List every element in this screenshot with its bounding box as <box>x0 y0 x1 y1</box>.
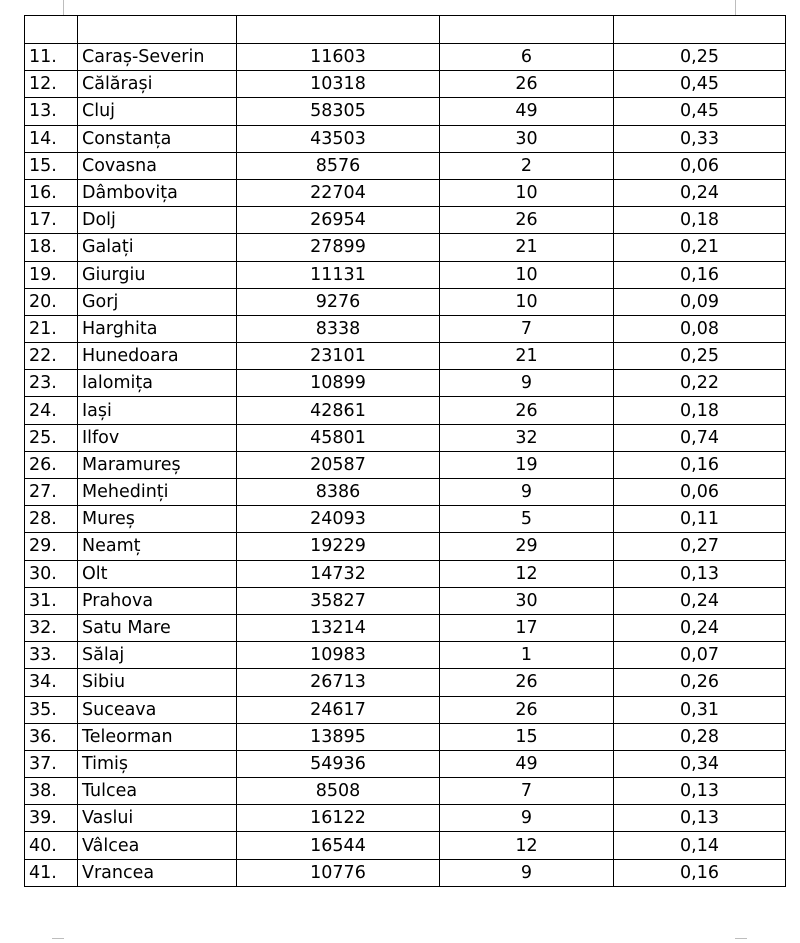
cell-value: 10776 <box>237 859 440 886</box>
cell-row-number: 11. <box>25 44 78 71</box>
cell-row-number: 15. <box>25 152 78 179</box>
cell-count: 30 <box>440 587 614 614</box>
cell-count: 7 <box>440 778 614 805</box>
cell-ratio: 0,33 <box>614 125 786 152</box>
cell-count: 10 <box>440 288 614 315</box>
cell-row-number: 41. <box>25 859 78 886</box>
cell-county-name: Suceava <box>78 696 237 723</box>
cell-value: 45801 <box>237 424 440 451</box>
table-row <box>25 750 786 777</box>
cell-row-number: 31. <box>25 587 78 614</box>
table-row <box>25 71 786 98</box>
cell-ratio: 0,45 <box>614 98 786 125</box>
cell-ratio: 0,16 <box>614 261 786 288</box>
cell-value: 42861 <box>237 397 440 424</box>
cell-count: 32 <box>440 424 614 451</box>
cell-county-name: Cluj <box>78 98 237 125</box>
cell-count: 30 <box>440 125 614 152</box>
cell-ratio: 0,09 <box>614 288 786 315</box>
table-row <box>25 261 786 288</box>
cell-value: 10899 <box>237 370 440 397</box>
cell-row-number: 13. <box>25 98 78 125</box>
table-row <box>25 397 786 424</box>
cell-county-name: Satu Mare <box>78 614 237 641</box>
cell-ratio: 0,25 <box>614 343 786 370</box>
table-row <box>25 179 786 206</box>
cell-count: 26 <box>440 207 614 234</box>
cell-ratio: 0,07 <box>614 642 786 669</box>
table-row <box>25 723 786 750</box>
table-row <box>25 560 786 587</box>
cell-ratio: 0,24 <box>614 179 786 206</box>
cell-county-name: Dâmbovița <box>78 179 237 206</box>
cell-row-number: 35. <box>25 696 78 723</box>
cell-county-name: Giurgiu <box>78 261 237 288</box>
cell-county-name: Caraș-Severin <box>78 44 237 71</box>
cell-row-number: 38. <box>25 778 78 805</box>
cell-ratio: 0,18 <box>614 397 786 424</box>
cell-count: 49 <box>440 750 614 777</box>
cell-ratio: 0,45 <box>614 71 786 98</box>
header-cell-count <box>440 16 614 44</box>
cell-row-number: 29. <box>25 533 78 560</box>
cell-ratio: 0,13 <box>614 560 786 587</box>
cell-value: 14732 <box>237 560 440 587</box>
table-header-row <box>25 16 786 44</box>
table-row <box>25 805 786 832</box>
table-body <box>25 16 786 887</box>
cell-county-name: Maramureș <box>78 451 237 478</box>
table-row <box>25 506 786 533</box>
cell-row-number: 27. <box>25 479 78 506</box>
cell-row-number: 30. <box>25 560 78 587</box>
header-cell-number <box>25 16 78 44</box>
cell-row-number: 12. <box>25 71 78 98</box>
cell-value: 23101 <box>237 343 440 370</box>
page-corner-mark-bottom-left <box>52 938 64 939</box>
table-row <box>25 479 786 506</box>
cell-value: 54936 <box>237 750 440 777</box>
cell-county-name: Covasna <box>78 152 237 179</box>
cell-value: 8576 <box>237 152 440 179</box>
cell-row-number: 26. <box>25 451 78 478</box>
cell-ratio: 0,16 <box>614 859 786 886</box>
cell-count: 9 <box>440 479 614 506</box>
cell-value: 58305 <box>237 98 440 125</box>
table-row <box>25 778 786 805</box>
cell-ratio: 0,28 <box>614 723 786 750</box>
table-row <box>25 44 786 71</box>
table-row <box>25 832 786 859</box>
cell-county-name: Constanța <box>78 125 237 152</box>
cell-count: 26 <box>440 397 614 424</box>
cell-row-number: 32. <box>25 614 78 641</box>
cell-count: 9 <box>440 370 614 397</box>
cell-count: 10 <box>440 261 614 288</box>
cell-county-name: Tulcea <box>78 778 237 805</box>
cell-count: 49 <box>440 98 614 125</box>
table-row <box>25 315 786 342</box>
table-row <box>25 451 786 478</box>
cell-count: 15 <box>440 723 614 750</box>
cell-ratio: 0,24 <box>614 614 786 641</box>
county-data-table <box>24 15 786 887</box>
cell-ratio: 0,18 <box>614 207 786 234</box>
cell-ratio: 0,26 <box>614 669 786 696</box>
cell-county-name: Harghita <box>78 315 237 342</box>
cell-county-name: Călărași <box>78 71 237 98</box>
cell-count: 5 <box>440 506 614 533</box>
cell-row-number: 20. <box>25 288 78 315</box>
cell-county-name: Prahova <box>78 587 237 614</box>
cell-row-number: 33. <box>25 642 78 669</box>
table-row <box>25 98 786 125</box>
cell-count: 9 <box>440 859 614 886</box>
cell-value: 26954 <box>237 207 440 234</box>
table-row <box>25 533 786 560</box>
table-row <box>25 669 786 696</box>
table-row <box>25 370 786 397</box>
table-row <box>25 587 786 614</box>
table-row <box>25 234 786 261</box>
cell-value: 20587 <box>237 451 440 478</box>
cell-county-name: Sibiu <box>78 669 237 696</box>
cell-ratio: 0,34 <box>614 750 786 777</box>
cell-count: 26 <box>440 669 614 696</box>
cell-county-name: Vaslui <box>78 805 237 832</box>
cell-ratio: 0,31 <box>614 696 786 723</box>
cell-county-name: Dolj <box>78 207 237 234</box>
header-cell-ratio <box>614 16 786 44</box>
cell-county-name: Iași <box>78 397 237 424</box>
cell-count: 17 <box>440 614 614 641</box>
table-row <box>25 859 786 886</box>
cell-ratio: 0,13 <box>614 778 786 805</box>
cell-county-name: Vrancea <box>78 859 237 886</box>
cell-value: 16544 <box>237 832 440 859</box>
cell-value: 24617 <box>237 696 440 723</box>
cell-count: 26 <box>440 71 614 98</box>
cell-ratio: 0,06 <box>614 479 786 506</box>
page-corner-mark-bottom-right <box>735 938 747 939</box>
table-row <box>25 207 786 234</box>
cell-value: 43503 <box>237 125 440 152</box>
cell-value: 8386 <box>237 479 440 506</box>
cell-ratio: 0,08 <box>614 315 786 342</box>
table-row <box>25 696 786 723</box>
cell-count: 26 <box>440 696 614 723</box>
cell-county-name: Neamț <box>78 533 237 560</box>
cell-county-name: Sălaj <box>78 642 237 669</box>
cell-ratio: 0,25 <box>614 44 786 71</box>
page-corner-mark-top-left <box>63 0 64 15</box>
cell-county-name: Gorj <box>78 288 237 315</box>
header-cell-value <box>237 16 440 44</box>
cell-row-number: 39. <box>25 805 78 832</box>
table-row <box>25 614 786 641</box>
cell-row-number: 18. <box>25 234 78 261</box>
cell-row-number: 40. <box>25 832 78 859</box>
cell-value: 13214 <box>237 614 440 641</box>
cell-count: 29 <box>440 533 614 560</box>
cell-count: 12 <box>440 832 614 859</box>
cell-ratio: 0,22 <box>614 370 786 397</box>
cell-county-name: Hunedoara <box>78 343 237 370</box>
cell-count: 2 <box>440 152 614 179</box>
cell-county-name: Ilfov <box>78 424 237 451</box>
cell-row-number: 34. <box>25 669 78 696</box>
cell-row-number: 22. <box>25 343 78 370</box>
cell-row-number: 14. <box>25 125 78 152</box>
cell-count: 10 <box>440 179 614 206</box>
table-row <box>25 642 786 669</box>
cell-value: 24093 <box>237 506 440 533</box>
table-row <box>25 152 786 179</box>
cell-ratio: 0,24 <box>614 587 786 614</box>
cell-row-number: 19. <box>25 261 78 288</box>
cell-value: 19229 <box>237 533 440 560</box>
cell-count: 19 <box>440 451 614 478</box>
cell-value: 11603 <box>237 44 440 71</box>
cell-value: 26713 <box>237 669 440 696</box>
cell-county-name: Olt <box>78 560 237 587</box>
cell-row-number: 17. <box>25 207 78 234</box>
cell-count: 9 <box>440 805 614 832</box>
cell-ratio: 0,11 <box>614 506 786 533</box>
cell-value: 35827 <box>237 587 440 614</box>
cell-row-number: 25. <box>25 424 78 451</box>
cell-county-name: Timiș <box>78 750 237 777</box>
cell-value: 8508 <box>237 778 440 805</box>
table-row <box>25 424 786 451</box>
cell-value: 22704 <box>237 179 440 206</box>
cell-row-number: 37. <box>25 750 78 777</box>
cell-value: 11131 <box>237 261 440 288</box>
cell-row-number: 23. <box>25 370 78 397</box>
cell-count: 1 <box>440 642 614 669</box>
cell-count: 6 <box>440 44 614 71</box>
cell-row-number: 36. <box>25 723 78 750</box>
cell-value: 10983 <box>237 642 440 669</box>
header-cell-county <box>78 16 237 44</box>
table-row <box>25 125 786 152</box>
cell-county-name: Mureș <box>78 506 237 533</box>
cell-ratio: 0,74 <box>614 424 786 451</box>
cell-row-number: 21. <box>25 315 78 342</box>
cell-ratio: 0,16 <box>614 451 786 478</box>
cell-value: 9276 <box>237 288 440 315</box>
cell-county-name: Vâlcea <box>78 832 237 859</box>
cell-row-number: 28. <box>25 506 78 533</box>
cell-value: 10318 <box>237 71 440 98</box>
cell-ratio: 0,21 <box>614 234 786 261</box>
cell-ratio: 0,27 <box>614 533 786 560</box>
cell-count: 12 <box>440 560 614 587</box>
cell-count: 21 <box>440 343 614 370</box>
page-corner-mark-top-right <box>735 0 736 15</box>
cell-value: 27899 <box>237 234 440 261</box>
table-row <box>25 288 786 315</box>
cell-count: 7 <box>440 315 614 342</box>
cell-count: 21 <box>440 234 614 261</box>
cell-county-name: Ialomița <box>78 370 237 397</box>
cell-row-number: 16. <box>25 179 78 206</box>
table-row <box>25 343 786 370</box>
cell-row-number: 24. <box>25 397 78 424</box>
cell-ratio: 0,13 <box>614 805 786 832</box>
cell-county-name: Galați <box>78 234 237 261</box>
cell-county-name: Mehedinți <box>78 479 237 506</box>
cell-value: 8338 <box>237 315 440 342</box>
cell-value: 13895 <box>237 723 440 750</box>
cell-ratio: 0,14 <box>614 832 786 859</box>
cell-value: 16122 <box>237 805 440 832</box>
cell-ratio: 0,06 <box>614 152 786 179</box>
cell-county-name: Teleorman <box>78 723 237 750</box>
